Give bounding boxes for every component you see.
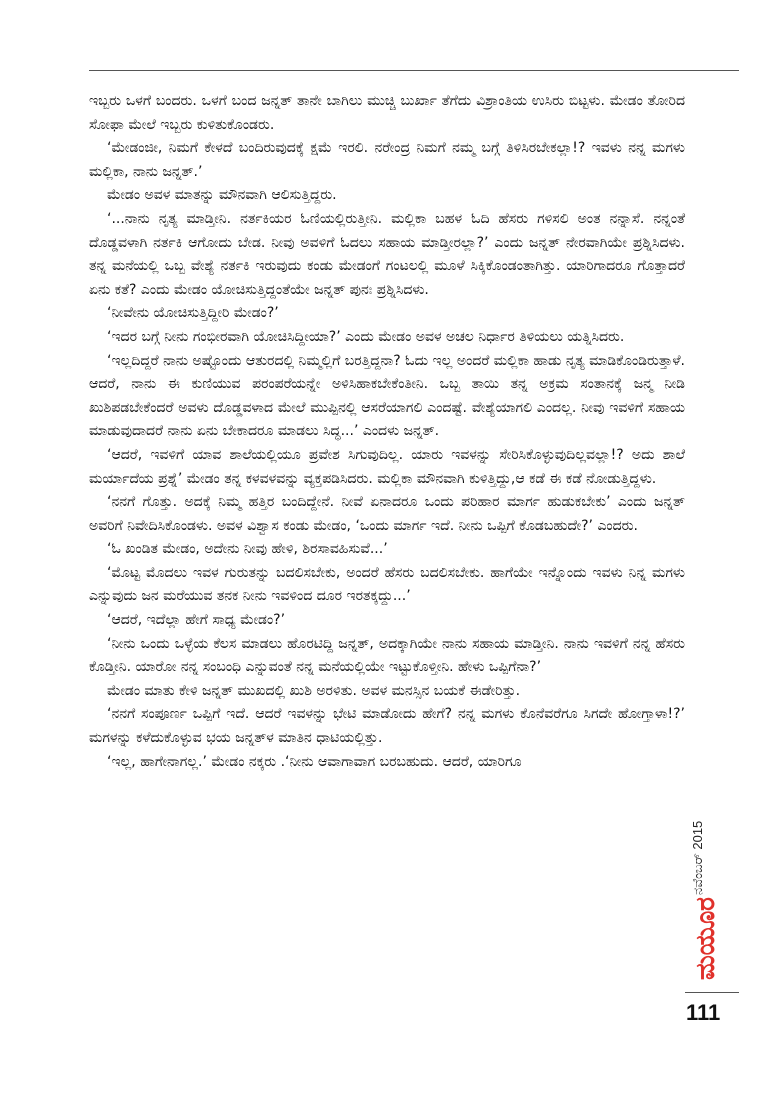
paragraph: ‘ಮೊಟ್ಟ ಮೊದಲು ಇವಳ ಗುರುತನ್ನು ಬದಲಿಸಬೇಕು, ಅಂದರೆ ಹೆಸರು ಬದಲಿಸಬೇಕು. ಹಾಗೆಯೇ ಇನ್ನೊಂದು ಇವಳು ನಿನ್ನ ಮಗಳು ಎನ್ನುವುದು ಜನ ಮರೆಯುವ ತನಕ ನೀನು ಇವಳಿಂದ ದೂರ ಇರತಕ್ಕದ್ದು...’: [89, 564, 685, 605]
page-number: 111: [686, 1000, 721, 1025]
article-body: [89, 90, 685, 774]
issue-date: ನವೆಂಬರ್ 2015: [690, 820, 705, 895]
paragraph: ‘ಓ ಖಂಡಿತ ಮೇಡಂ, ಅದೇನು ನೀವು ಹೇಳಿ, ಶಿರಸಾವಹಿಸುವೆ...’: [107, 541, 388, 558]
paragraph: ಮೇಡಂ ಅವಳ ಮಾತನ್ನು ಮೌನವಾಗಿ ಆಲಿಸುತ್ತಿದ್ದರು.: [107, 187, 337, 204]
page-number-divider: [685, 992, 739, 993]
top-divider: [89, 70, 739, 71]
paragraph: ‘ಮೇಡಂಜೀ, ನಿಮಗೆ ಕೇಳದೆ ಬಂದಿರುವುದಕ್ಕೆ ಕ್ಷಮೆ ಇರಲಿ. ನರೇಂದ್ರ ನಿಮಗೆ ನಮ್ಮ ಬಗ್ಗೆ ತಿಳಿಸಿರಬೇಕಲ್ಲಾ!? ಇವಳು ನನ್ನ ಮಗಳು ಮಲ್ಲಿಕಾ, ನಾನು ಜನ್ನತ್.’: [89, 140, 685, 180]
paragraph: ‘ನನಗೆ ಗೊತ್ತು. ಅದಕ್ಕೆ ನಿಮ್ಮ ಹತ್ತಿರ ಬಂದಿದ್ದೇನೆ. ನೀವೆ ಏನಾದರೂ ಒಂದು ಪರಿಹಾರ ಮಾರ್ಗ ಹುಡುಕಬೇಕು’ ಎಂದು ಜನ್ನತ್ ಅವರಿಗೆ ನಿವೇದಿಸಿಕೊಂಡಳು. ಅವಳ ವಿಶ್ವಾಸ ಕಂಡು ಮೇಡಂ, ‘ಒಂದು ಮಾರ್ಗ ಇದೆ. ನೀನು ಒಪ್ಪಿಗೆ ಕೊಡಬಹುದೇ?’ ಎಂದರು.: [89, 494, 685, 534]
paragraph: ‘ನೀವೇನು ಯೋಚಿಸುತ್ತಿದ್ದೀರಿ ಮೇಡಂ?’: [107, 305, 279, 322]
magazine-logo: ಮಯೂರ: [691, 897, 721, 980]
paragraph: ‘ನನಗೆ ಸಂಪೂರ್ಣ ಒಪ್ಪಿಗೆ ಇದೆ. ಆದರೆ ಇವಳನ್ನು ಭೇಟಿ ಮಾಡೋದು ಹೇಗೆ? ನನ್ನ ಮಗಳು ಕೊನೆವರೆಗೂ ಸಿಗದೇ ಹೋಗ್ತಾಳಾ!?’ ಮಗಳನ್ನು ಕಳೆದುಕೊಳ್ಳುವ ಭಯ ಜನ್ನತ್‌ಳ ಮಾತಿನ ಧಾಟಿಯಲ್ಲಿತ್ತು.: [89, 706, 685, 747]
paragraph: ‘ಆದರೆ, ಇದೆಲ್ಲಾ ಹೇಗೆ ಸಾಧ್ಯ ಮೇಡಂ?’: [107, 612, 286, 629]
paragraph: ‘ಇದರ ಬಗ್ಗೆ ನೀನು ಗಂಭೀರವಾಗಿ ಯೋಚಿಸಿದ್ದೀಯಾ?’ ಎಂದು ಮೇಡಂ ಅವಳ ಅಚಲ ನಿರ್ಧಾರ ತಿಳಿಯಲು ಯತ್ನಿಸಿದರು.: [107, 328, 625, 345]
paragraph: ‘ಇಲ್ಲದಿದ್ದರೆ ನಾನು ಅಷ್ಟೊಂದು ಆತುರದಲ್ಲಿ ನಿಮ್ಮಲ್ಲಿಗೆ ಬರತ್ತಿದ್ದನಾ? ಓದು ಇಲ್ಲ ಅಂದರೆ ಮಲ್ಲಿಕಾ ಹಾಡು ನೃತ್ಯ ಮಾಡಿಕೊಂಡಿರುತ್ತಾಳೆ. ಆದರೆ, ನಾನು ಈ ಕುಣಿಯುವ ಪರಂಪರೆಯನ್ನೇ ಅಳಿಸಿಹಾಕಬೇಕೆಂತೀನಿ. ಒಬ್ಬ ತಾಯಿ ತನ್ನ ಅಕ್ರಮ ಸಂತಾನಕ್ಕೆ ಜನ್ಮ ನೀಡಿ ಖುಶಿಪಡಬೇಕೆಂದರೆ ಅವಳು ದೊಡ್ಡವಳಾದ ಮೇಲೆ ಮುಪ್ಪಿನಲ್ಲಿ ಆಸರೆಯಾಗಲಿ ಎಂದಷ್ಟೆ. ವೇಶ್ಯೆಯಾಗಲಿ ಎಂದಲ್ಲ. ನೀವು ಇವಳಿಗೆ ಸಹಾಯ ಮಾಡುವುದಾದರೆ ನಾನು ಏನು ಬೇಕಾದರೂ ಮಾಡಲು ಸಿದ್ಧ...’ ಎಂದಳು ಜನ್ನತ್.: [89, 352, 685, 440]
paragraph: ‘ಇಲ್ಲ, ಹಾಗೇನಾಗಲ್ಲ.’ ಮೇಡಂ ನಕ್ಕರು .‘ನೀನು ಆವಾಗಾವಾಗ ಬರಬಹುದು. ಆದರೆ, ಯಾರಿಗೂ: [107, 753, 522, 770]
paragraph: ಇಬ್ಬರು ಒಳಗೆ ಬಂದರು. ಒಳಗೆ ಬಂದ ಜನ್ನತ್ ತಾನೇ ಬಾಗಿಲು ಮುಚ್ಚಿ ಬುರ್ಖಾ ತೆಗೆದು ವಿಶ್ರಾಂತಿಯ ಉಸಿರು ಬಿಟ್ಟಳು. ಮೇಡಂ ತೋರಿದ ಸೋಫಾ ಮೇಲೆ ಇಬ್ಬರು ಕುಳಿತುಕೊಂಡರು.: [89, 93, 685, 133]
paragraph: ‘...ನಾನು ನೃತ್ಯ ಮಾಡ್ತೀನಿ. ನರ್ತಕಿಯರ ಓಣಿಯಲ್ಲಿರುತ್ತೀನಿ. ಮಲ್ಲಿಕಾ ಬಹಳ ಓದಿ ಹೆಸರು ಗಳಿಸಲಿ ಅಂತ ನನ್ನಾಸೆ. ನನ್ನಂತೆ ದೊಡ್ಡವಳಾಗಿ ನರ್ತಕಿ ಆಗೋದು ಬೇಡ. ನೀವು ಅವಳಿಗೆ ಓದಲು ಸಹಾಯ ಮಾಡ್ತೀರಲ್ಲಾ?’ ಎಂದು ಜನ್ನತ್ ನೇರವಾಗಿಯೇ ಪ್ರಶ್ನಿಸಿದಳು. ತನ್ನ ಮನೆಯಲ್ಲಿ ಒಬ್ಬ ವೇಶ್ಯೆ ನರ್ತಕಿ ಇರುವುದು ಕಂಡು ಮೇಡಂಗೆ ಗಂಟಲಲ್ಲಿ ಮೂಳೆ ಸಿಕ್ಕಿಕೊಂಡಂತಾಗಿತ್ತು. ಯಾರಿಗಾದರೂ ಗೊತ್ತಾದರೆ ಏನು ಕತೆ? ಎಂದು ಮೇಡಂ ಯೋಚಿಸುತ್ತಿದ್ದಂತೆಯೇ ಜನ್ನತ್ ಪುನಃ ಪ್ರಶ್ನಿಸಿದಳು.: [89, 210, 685, 298]
paragraph: ಮೇಡಂ ಮಾತು ಕೇಳಿ ಜನ್ನತ್ ಮುಖದಲ್ಲಿ ಖುಶಿ ಅರಳಿತು. ಅವಳ ಮನಸ್ಸಿನ ಬಯಕೆ ಈಡೇರಿತ್ತು.: [107, 682, 521, 699]
paragraph: ‘ನೀನು ಒಂದು ಒಳ್ಳೆಯ ಕೆಲಸ ಮಾಡಲು ಹೊರಟಿದ್ದಿ ಜನ್ನತ್, ಅದಕ್ಕಾಗಿಯೇ ನಾನು ಸಹಾಯ ಮಾಡ್ತೀನಿ. ನಾನು ಇವಳಿಗೆ ನನ್ನ ಹೆಸರು ಕೊಡ್ತೀನಿ. ಯಾರೋ ನನ್ನ ಸಂಬಂಧಿ ಎನ್ನುವಂತೆ ನನ್ನ ಮನೆಯಲ್ಲಿಯೇ ಇಟ್ಟುಕೊಳ್ತೀನಿ. ಹೇಳು ಒಪ್ಪಿಗೆನಾ?’: [89, 635, 685, 676]
paragraph: ‘ಆದರೆ, ಇವಳಿಗೆ ಯಾವ ಶಾಲೆಯಲ್ಲಿಯೂ ಪ್ರವೇಶ ಸಿಗುವುದಿಲ್ಲ. ಯಾರು ಇವಳನ್ನು ಸೇರಿಸಿಕೊಳ್ಳುವುದಿಲ್ಲವಲ್ಲಾ!? ಅದು ಶಾಲೆ ಮರ್ಯಾದೆಯ ಪ್ರಶ್ನೆ’ ಮೇಡಂ ತನ್ನ ಕಳವಳವನ್ನು ವ್ಯಕ್ತಪಡಿಸಿದರು. ಮಲ್ಲಿಕಾ ಮೌನವಾಗಿ ಕುಳಿತ್ತಿದ್ದು,ಆ ಕಡೆ ಈ ಕಡೆ ನೋಡುತ್ತಿದ್ದಳು.: [89, 446, 685, 487]
